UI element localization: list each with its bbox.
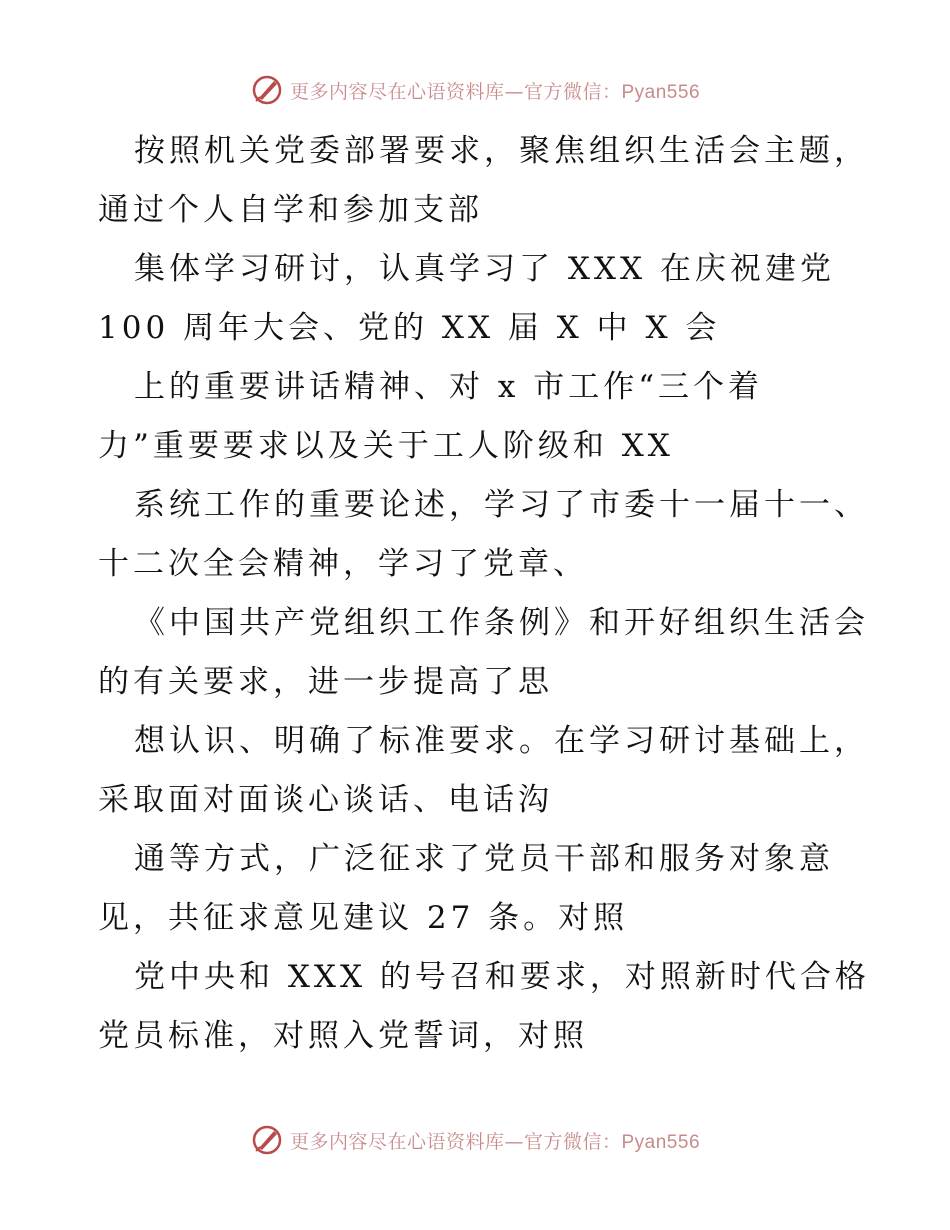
watermark-text <box>290 1127 700 1154</box>
quill-circle-icon <box>250 1123 284 1157</box>
text-line: 100 周年大会、党的 XX 届 X 中 X 会 <box>98 310 721 346</box>
text-line: 的有关要求，进一步提高了思 <box>98 664 553 700</box>
text-line: 通等方式，广泛征求了党员干部和服务对象意 <box>134 841 834 877</box>
watermark-account: Pyan556 <box>621 1131 701 1153</box>
text-line: 党中央和 XXX 的号召和要求，对照新时代合格 <box>134 959 870 995</box>
text-line: 集体学习研讨，认真学习了 XXX 在庆祝建党 <box>134 251 835 287</box>
quill-circle-icon <box>250 73 284 107</box>
text-line: 见，共征求意见建议 27 条。对照 <box>98 900 629 936</box>
footer-watermark <box>0 1120 950 1160</box>
watermark-text <box>290 77 700 104</box>
document-body <box>98 122 868 1066</box>
text-line: 想认识、明确了标准要求。在学习研讨基础上， <box>134 723 869 759</box>
text-line: 按照机关党委部署要求，聚焦组织生活会主题， <box>134 133 869 169</box>
watermark-prefix: 更多内容尽在心语资料库—官方微信： <box>289 1130 622 1153</box>
text-line: 《中国共产党组织工作条例》和开好组织生活会 <box>134 605 869 641</box>
text-line: 党员标准，对照入党誓词，对照 <box>98 1018 588 1054</box>
text-line: 十二次全会精神，学习了党章、 <box>98 546 588 582</box>
text-line: 通过个人自学和参加支部 <box>98 192 483 228</box>
watermark-account: Pyan556 <box>621 81 701 103</box>
text-line: 上的重要讲话精神、对 x 市工作“三个着 <box>134 369 764 405</box>
text-line: 系统工作的重要论述，学习了市委十一届十一、 <box>134 487 869 523</box>
text-line: 力”重要要求以及关于工人阶级和 XX <box>98 428 674 464</box>
watermark-prefix: 更多内容尽在心语资料库—官方微信： <box>289 80 622 103</box>
header-watermark <box>0 70 950 110</box>
text-line: 采取面对面谈心谈话、电话沟 <box>98 782 553 818</box>
